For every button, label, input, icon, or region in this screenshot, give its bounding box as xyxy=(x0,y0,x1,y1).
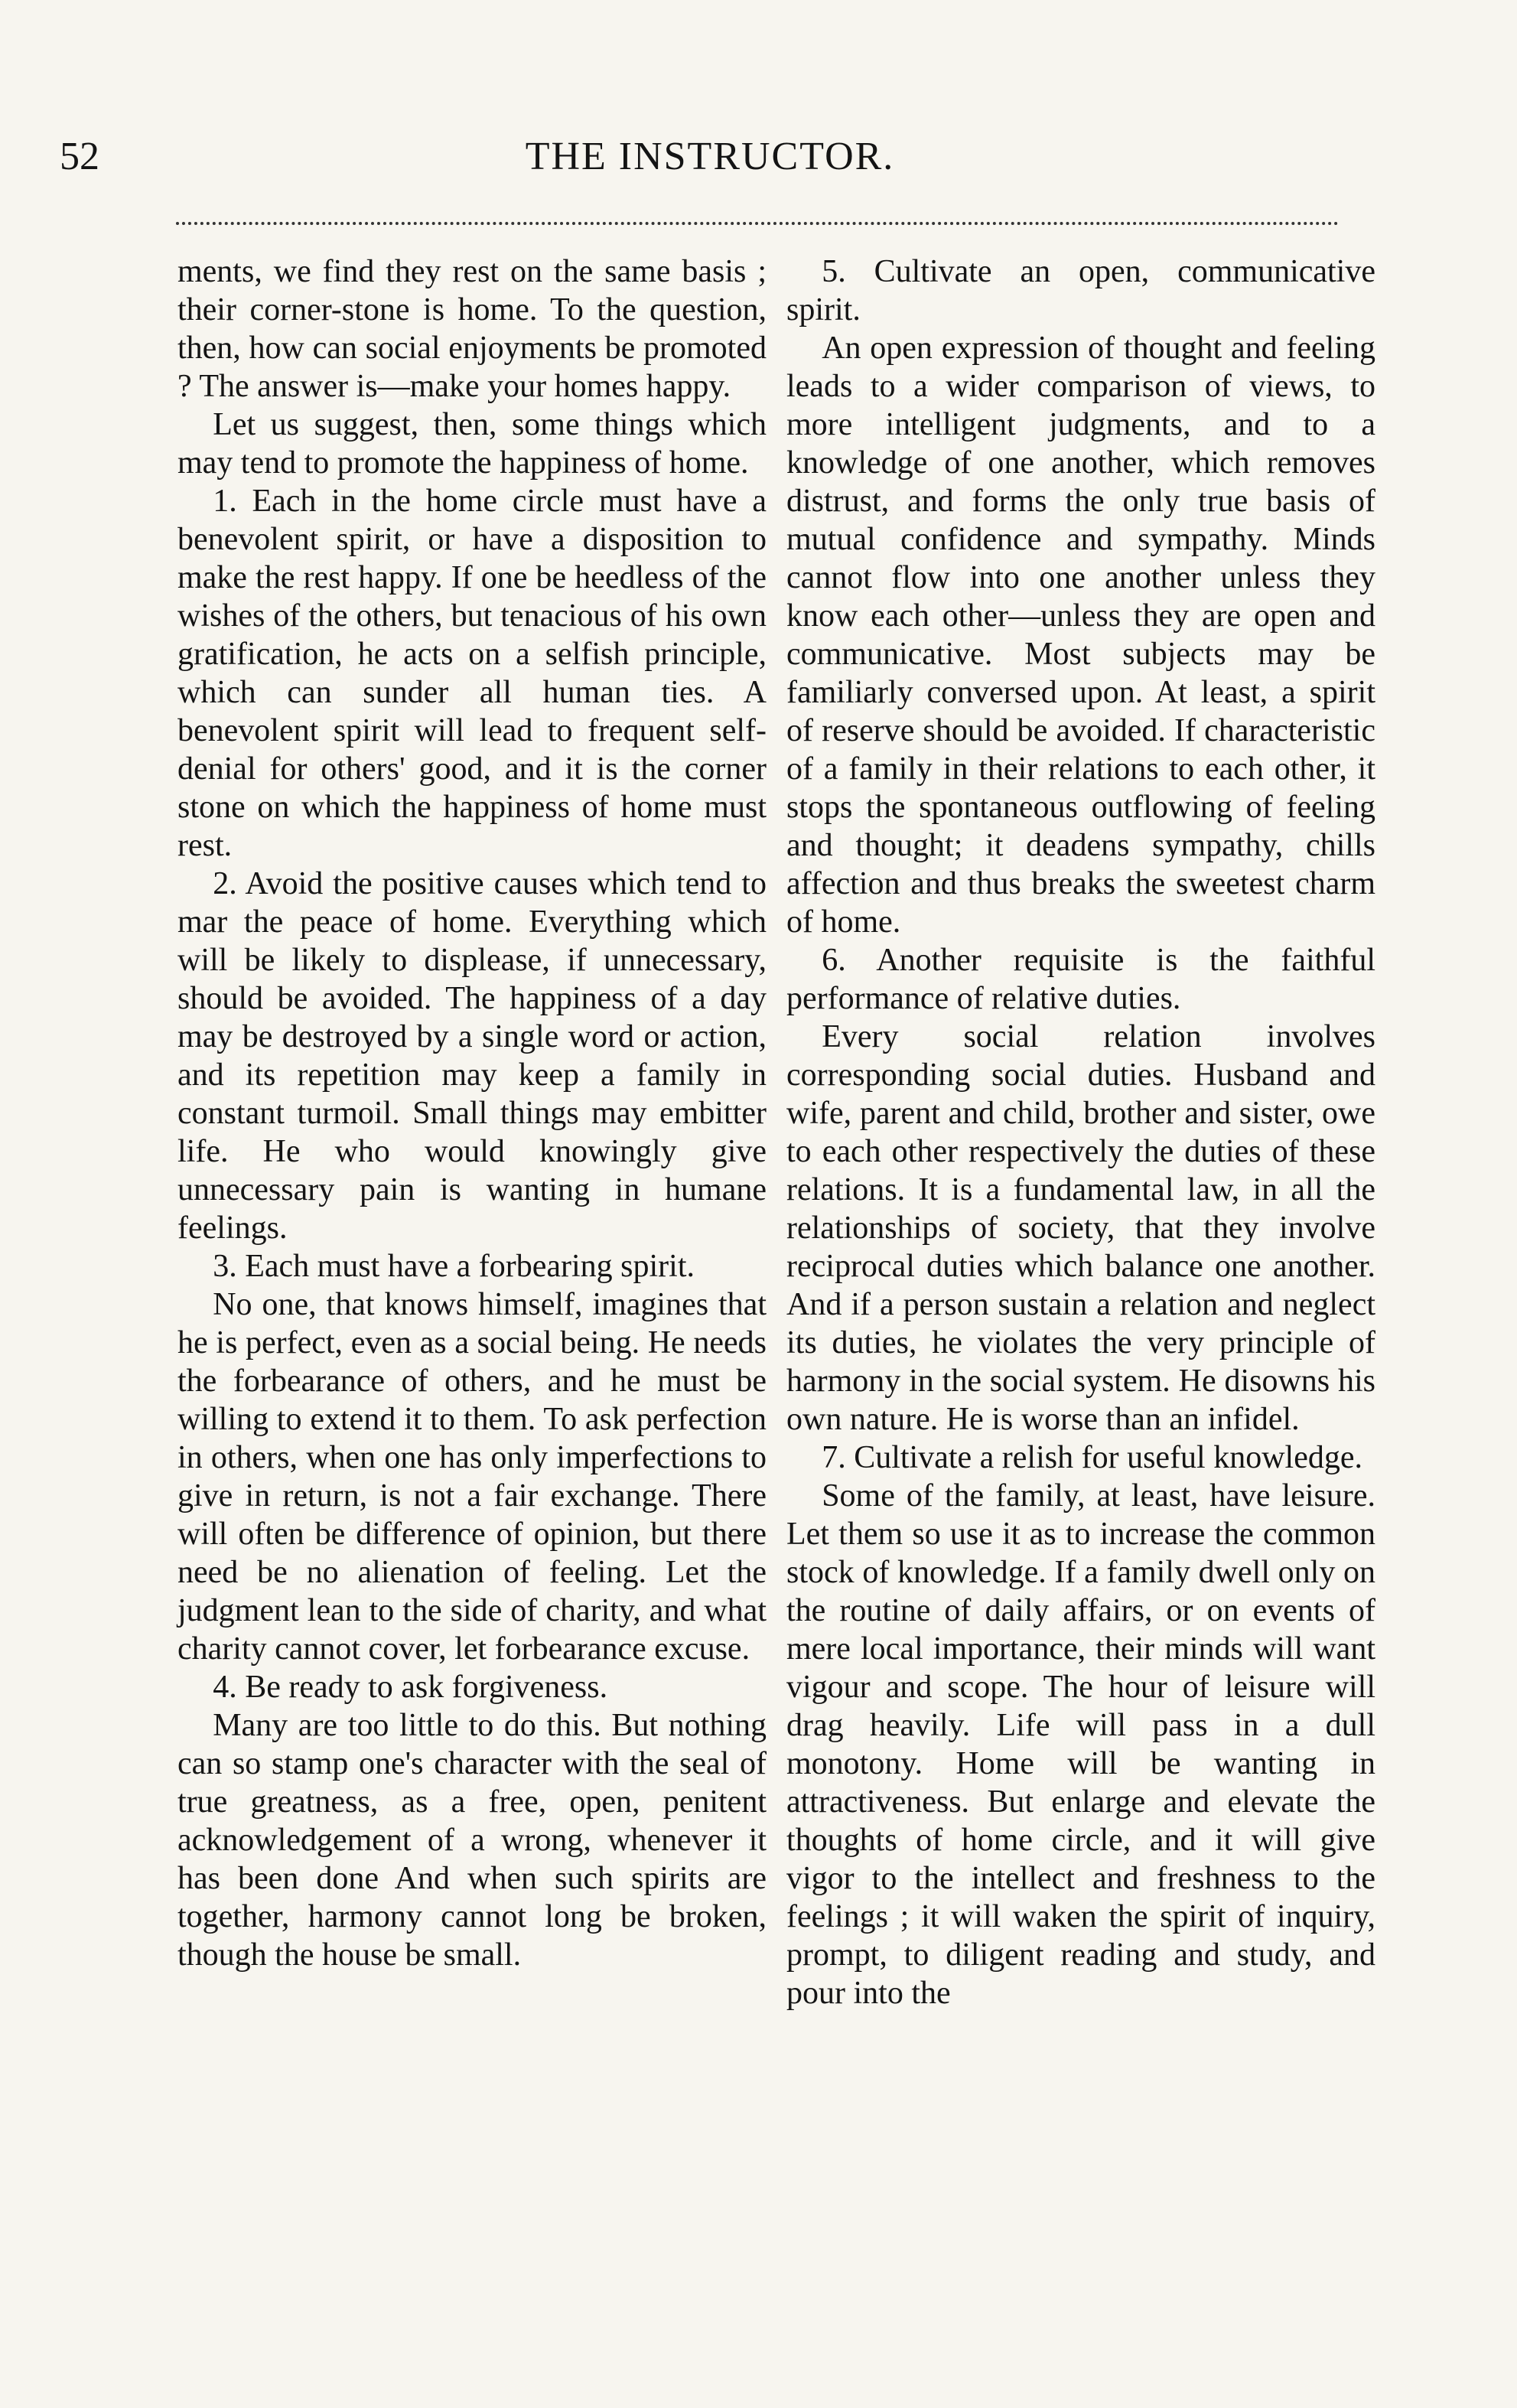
header-rule xyxy=(176,222,1339,225)
paragraph: 3. Each must have a forbearing spirit. xyxy=(213,1249,695,1284)
paragraph: No one, that knows himself, imagines that he is perfect, even as a social being. He needs the forbearance of others, and he must be willing to extend it to them. To ask perfection in others, when one has only imperfections to give in return, is not a fair exchange. There will often be difference of opinion, but there need be no alienation of feeling. Let the judgment lean to the side of charity, and what charity cannot cover, let forbearance excuse. xyxy=(177,1287,767,1667)
paragraph: 7. Cultivate a relish for useful knowledge. xyxy=(822,1440,1363,1475)
paragraph: Some of the family, at least, have leisure. Let them so use it as to increase the common stock of knowledge. If a family dwell only on the routine of daily affairs, or on events of mere local importance, their minds will want vigour and scope. The hour of leisure will drag heavily. Life will pass in a dull monotony. Home will be wanting in attractiveness. But enlarge and elevate the thoughts of home circle, and it will give vigor to the intellect and freshness to the feelings ; it will waken the spirit of inquiry, prompt, to diligent reading and study, and pour into the xyxy=(786,1478,1375,2011)
paragraph: 2. Avoid the positive causes which tend to mar the peace of home. Everything which will be likely to displease, if unnecessary, should be avoided. The happiness of a day may be destroyed by a single word or action, and its repetition may keep a family in constant turmoil. Small things may embitter life. He who would knowingly give unnecessary pain is wanting in humane feelings. xyxy=(177,866,767,1246)
paragraph: Many are too little to do this. But nothing can so stamp one's character with the seal of true greatness, as a free, open, penitent acknowledgement of a wrong, whenever it has been done And when such spirits are together, harmony cannot long be broken, though the house be small. xyxy=(177,1708,767,1973)
paragraph: 6. Another requisite is the faithful performance of relative duties. xyxy=(786,943,1375,1016)
paragraph: An open expression of thought and feeling leads to a wider comparison of views, to more intelligent judgments, and to a knowledge of one another, which removes distrust, and forms the only true basis of mutual confidence and sympathy. Minds cannot flow into one another unless they know each other—unless they are open and communicative. Most subjects may be familiarly conversed upon. At least, a spirit of reserve should be avoided. If characteristic of a family in their relations to each other, it stops the spontaneous outflowing of feeling and thought; it deadens sympathy, chills affection and thus breaks the sweetest charm of home. xyxy=(786,331,1375,940)
left-column xyxy=(177,253,767,1974)
paragraph: 1. Each in the home circle must have a benevolent spirit, or have a disposition to make the rest happy. If one be heedless of the wishes of the others, but tenacious of his own gratification, he acts on a selfish principle, which can sunder all human ties. A benevolent spirit will lead to frequent self-denial for others' good, and it is the corner stone on which the happiness of home must rest. xyxy=(177,484,767,863)
page-header xyxy=(60,134,1360,203)
right-column xyxy=(786,253,1375,2012)
paragraph: Let us suggest, then, some things which may tend to promote the happiness of home. xyxy=(177,407,767,481)
paragraph: 4. Be ready to ask forgiveness. xyxy=(213,1670,608,1705)
running-title: THE INSTRUCTOR. xyxy=(525,135,895,178)
paragraph: ments, we find they rest on the same basis ; their corner-stone is home. To the question, then, how can social enjoyments be promoted ? The answer is—make your homes happy. xyxy=(177,254,767,404)
page-number: 52 xyxy=(60,135,99,178)
paragraph: Every social relation involves corresponding social duties. Husband and wife, parent and child, brother and sister, owe to each other respectively the duties of these relations. It is a fundamental law, in all the relationships of society, that they involve reciprocal duties which balance one another. And if a person sustain a relation and neglect its duties, he violates the very principle of harmony in the social system. He disowns his own nature. He is worse than an infidel. xyxy=(786,1019,1375,1437)
paragraph: 5. Cultivate an open, communicative spirit. xyxy=(786,254,1375,327)
